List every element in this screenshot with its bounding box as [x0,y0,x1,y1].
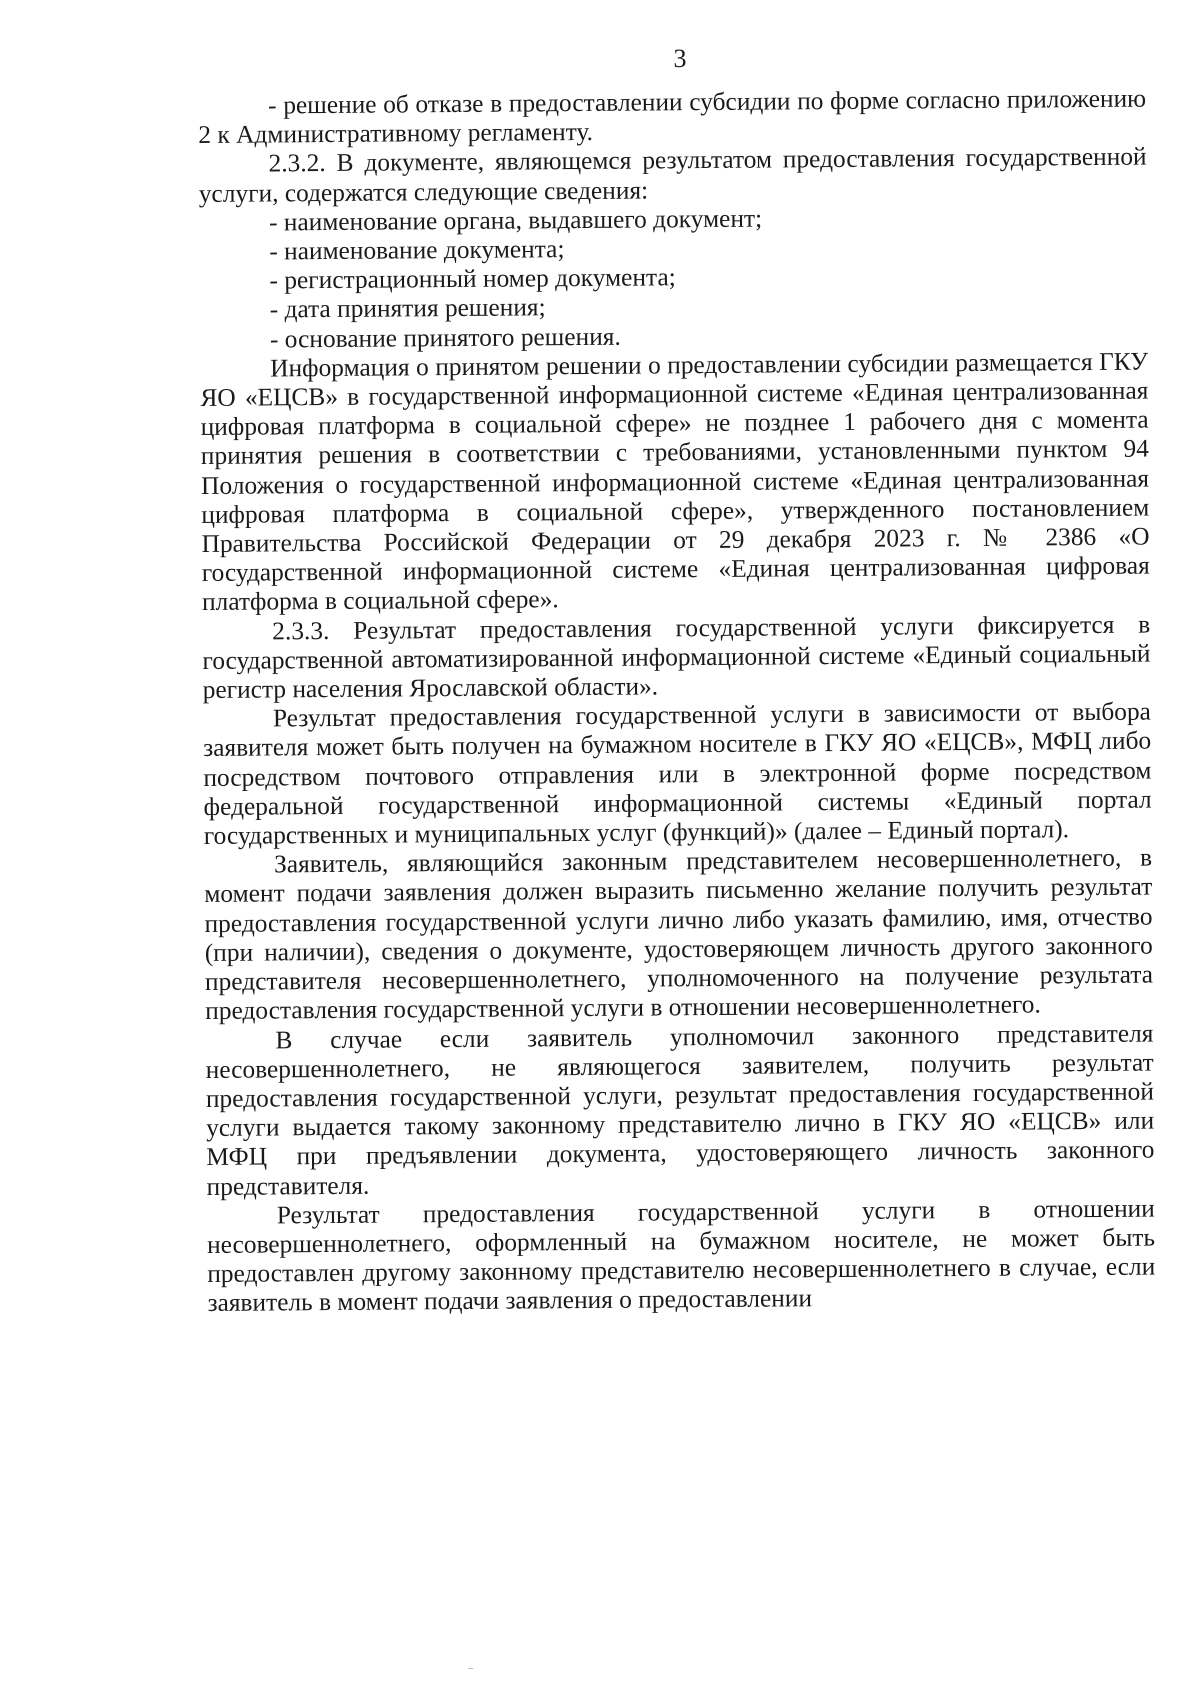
paragraph-result-delivery: Результат предоставления государственной услуги в зависимости от выбора заявителя может быть получен на бумажном носителе в ГКУ ЯО «ЕЦСВ», МФЦ либо посредством почтового отправления или в электронной форме посредством федеральной государственной информационной системы «Единый портал государственных и муниципальных услуг (функций)» (далее – Единый портал). [203,697,1152,851]
info-list [199,201,1148,354]
paragraph-2-3-3: 2.3.3. Результат предоставления государственной услуги фиксируется в государственной автоматизированной информационной системе «Единый социальный регистр населения Ярославской области». [202,610,1151,705]
list-item: - наименование органа, выдавшего документ; [268,204,763,237]
scan-artifact [468,1668,473,1669]
list-item: - основание принятого решения. [269,322,621,354]
paragraph-authorized-representative: В случае если заявитель уполномочил законного представителя несовершеннолетнего, не являющегося заявителем, получить результат предоставления государственной услуги, результат предоставления государственной услуги выдается такому законному представителю лично в ГКУ ЯО «ЕЦСВ» или МФЦ при предъявлении документа, удостоверяющего личность законного представителя. [205,1019,1155,1201]
page-number: 3 [673,44,687,73]
paragraph-legal-representative: Заявитель, являющийся законным представителем несовершеннолетнего, в момент подачи заявления должен выразить письменно желание получить результат предоставления государственной услуги лично либо указать фамилию, имя, отчество (при наличии), сведения о документе, удостоверяющем личность другого законного представителя несовершеннолетнего, уполномоченного на получение результата предоставления государственной услуги в отношении несовершеннолетнего. [204,843,1154,1026]
paragraph-paper-result: Результат предоставления государственной услуги в отношении несовершеннолетнего, оформленный на бумажном носителе, не может быть предоставлен другому законному представителю несовершеннолетнего в случае, если заявитель в момент подачи заявления о предоставлении [206,1194,1156,1318]
paragraph-decision-info: Информация о принятом решении о предоставлении субсидии размещается ГКУ ЯО «ЕЦСВ» в государственной информационной системе «Единая централизованная цифровая платформа в социальной сфере» не позднее 1 рабочего дня с момента принятия решения в соответствии с требованиями, установленными пунктом 94 Положения о государственной информационной системе «Единая централизованная цифровая платформа в социальной сфере», утвержденного постановлением Правительства Российской Федерации от 29 декабря 2023 г. № 2386 «О государственной информационной системе «Единая централизованная цифровая платформа в социальной сфере». [200,347,1150,617]
paragraph-2-3-2: 2.3.2. В документе, являющемся результатом предоставления государственной услуги, содержатся следующие сведения: [198,142,1147,208]
paragraph-refusal-decision: - решение об отказе в предоставлении субсидии по форме согласно приложению 2 к Административному регламенту. [198,84,1147,150]
list-item: - дата принятия решения; [269,293,546,324]
list-item: - наименование документа; [269,235,565,266]
document-body [198,85,1156,1319]
list-item: - регистрационный номер документа; [269,263,676,295]
